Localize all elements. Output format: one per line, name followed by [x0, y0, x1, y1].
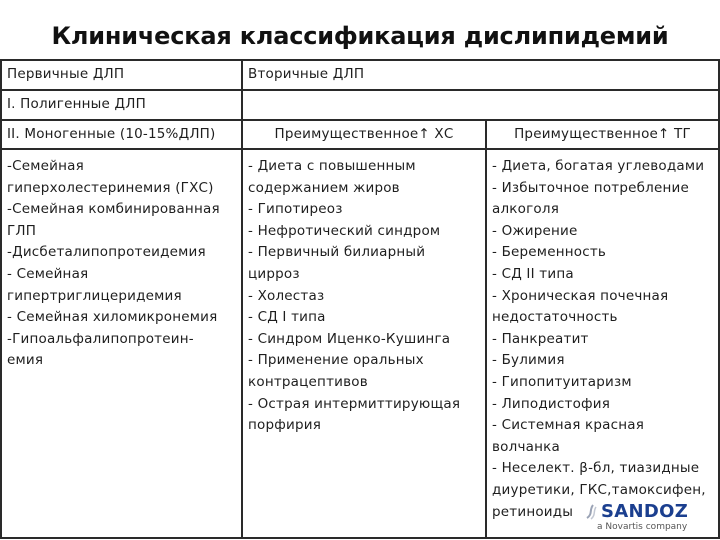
list-line: содержанием жиров: [248, 179, 400, 196]
list-line: - Булимия: [492, 352, 565, 369]
table-border-row2: [0, 148, 720, 150]
list-line: гиперхолестеринемия (ГХС): [7, 179, 214, 196]
table-divider-secondary: [485, 119, 487, 539]
list-line: -Дисбеталипопротеидемия: [7, 244, 206, 261]
list-line: - СД II типа: [492, 265, 574, 282]
list-line: - Избыточное потребление: [492, 179, 689, 196]
list-line: недостаточность: [492, 309, 618, 326]
secondary-xc-list: [248, 156, 485, 437]
list-line: - Холестаз: [248, 287, 325, 304]
primary-dlp-list: [7, 156, 241, 372]
list-line: - Гипопитуитаризм: [492, 373, 632, 390]
list-line: - Нефротический синдром: [248, 222, 441, 239]
list-line: - Диета, богатая углеводами: [492, 158, 705, 174]
list-line: ГЛП: [7, 222, 37, 239]
list-line: - Семейная хиломикронемия: [7, 309, 218, 326]
list-line: алкоголя: [492, 201, 560, 218]
list-line: - Неселект. β-бл, тиазидные: [492, 460, 700, 477]
list-line: - Семейная: [7, 265, 89, 282]
row-mainly-xc: Преимущественное↑ ХС: [274, 126, 454, 142]
list-line: емия: [7, 352, 44, 369]
sandoz-mark-icon: [584, 500, 600, 522]
list-line: - Хроническая почечная: [492, 287, 669, 304]
header-primary: Первичные ДЛП: [7, 66, 125, 82]
list-line: - Липодистофия: [492, 395, 611, 412]
secondary-tg-list: [492, 156, 718, 523]
list-line: - Острая интермиттирующая: [248, 395, 461, 412]
logo-wordmark: SANDOZ: [601, 501, 689, 522]
list-line: ретиноиды: [492, 503, 574, 520]
header-secondary: Вторичные ДЛП: [248, 66, 365, 82]
sandoz-logo: [584, 498, 692, 534]
row-polygenic: I. Полигенные ДЛП: [7, 96, 146, 112]
row-mainly-tg: Преимущественное↑ ТГ: [514, 126, 691, 142]
list-line: - Панкреатит: [492, 330, 589, 347]
list-line: контрацептивов: [248, 373, 368, 390]
list-line: - Синдром Иценко-Кушинга: [248, 330, 451, 347]
table-border-header: [0, 89, 720, 91]
table-border-bottom: [0, 537, 720, 539]
list-line: -Гипоальфалипопротеин-: [7, 330, 194, 347]
list-line: - Ожирение: [492, 222, 578, 239]
logo-tagline: a Novartis company: [597, 522, 688, 532]
table-border-left: [0, 59, 2, 539]
list-line: волчанка: [492, 438, 560, 455]
list-line: - Первичный билиарный: [248, 244, 426, 261]
table-border-top: [0, 59, 720, 61]
list-line: - Применение оральных: [248, 352, 424, 369]
row-monogenic: II. Моногенные (10-15%ДЛП): [7, 126, 216, 142]
list-line: цирроз: [248, 265, 300, 282]
list-line: диуретики, ГКС,тамоксифен,: [492, 481, 706, 498]
list-line: порфирия: [248, 417, 322, 434]
page-title: Клиническая классификация дислипидемий: [51, 22, 669, 50]
list-line: -Семейная комбинированная: [7, 201, 220, 218]
list-line: гипертриглицеридемия: [7, 287, 182, 304]
list-line: - Системная красная: [492, 417, 645, 434]
list-line: - СД I типа: [248, 309, 326, 326]
list-line: -Семейная: [7, 158, 84, 174]
table-border-row1: [0, 119, 720, 121]
list-line: - Беременность: [492, 244, 607, 261]
list-line: - Диета с повышенным: [248, 158, 416, 174]
list-line: - Гипотиреоз: [248, 201, 343, 218]
